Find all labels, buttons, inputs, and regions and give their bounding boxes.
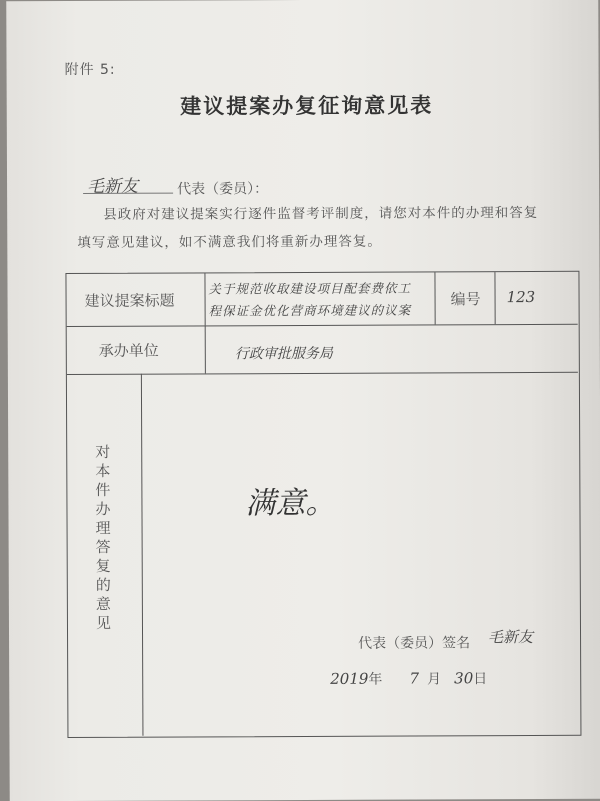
date-month-unit: 月 — [427, 671, 442, 688]
date-year: 2019 — [330, 669, 369, 688]
intro-paragraph-line2: 填写意见建议，如不满意我们将重新办理答复。 — [77, 233, 382, 251]
name-underline — [83, 193, 173, 194]
number-value: 123 — [506, 287, 536, 307]
row-divider-2 — [67, 372, 578, 375]
handling-unit-label: 承办单位 — [98, 341, 159, 360]
signature-handwritten: 毛新友 — [487, 628, 534, 647]
signature-label: 代表（委员）签名 — [358, 635, 471, 652]
opinion-label: 对本件办理答复的意见 — [93, 443, 113, 634]
proposal-title-line1: 关于规范收取建设项目配套费依工 — [208, 280, 412, 297]
proposal-title-label: 建议提案标题 — [84, 291, 175, 310]
col-divider-title — [204, 273, 205, 325]
date-year-unit: 年 — [368, 671, 383, 688]
date-month: 7 — [409, 669, 420, 688]
proposal-title-line2: 程保证金优化营商环境建议的议案 — [208, 302, 412, 319]
document-page — [6, 0, 600, 801]
form-title: 建议提案办复征询意见表 — [180, 93, 434, 119]
col-divider-number-value — [494, 272, 495, 324]
intro-paragraph-line1: 县政府对建议提案实行逐件监督考评制度，请您对本件的办理和答复 — [103, 204, 539, 223]
date-row — [330, 668, 487, 689]
number-label: 编号 — [450, 290, 481, 309]
row-divider-1 — [67, 324, 578, 327]
attachment-label: 附件 5: — [64, 61, 116, 79]
representative-suffix: 代表（委员）： — [177, 181, 269, 198]
col-divider-opinion — [141, 374, 144, 736]
handling-unit-value: 行政审批服务局 — [234, 345, 333, 363]
opinion-value-handwritten: 满意。 — [245, 485, 336, 522]
date-day-unit: 日 — [473, 671, 488, 688]
col-divider-number-label — [434, 272, 435, 324]
consultation-table — [65, 271, 581, 738]
date-day: 30 — [454, 669, 474, 688]
representative-name-handwritten: 毛新友 — [87, 176, 139, 197]
col-divider-unit — [205, 325, 206, 373]
